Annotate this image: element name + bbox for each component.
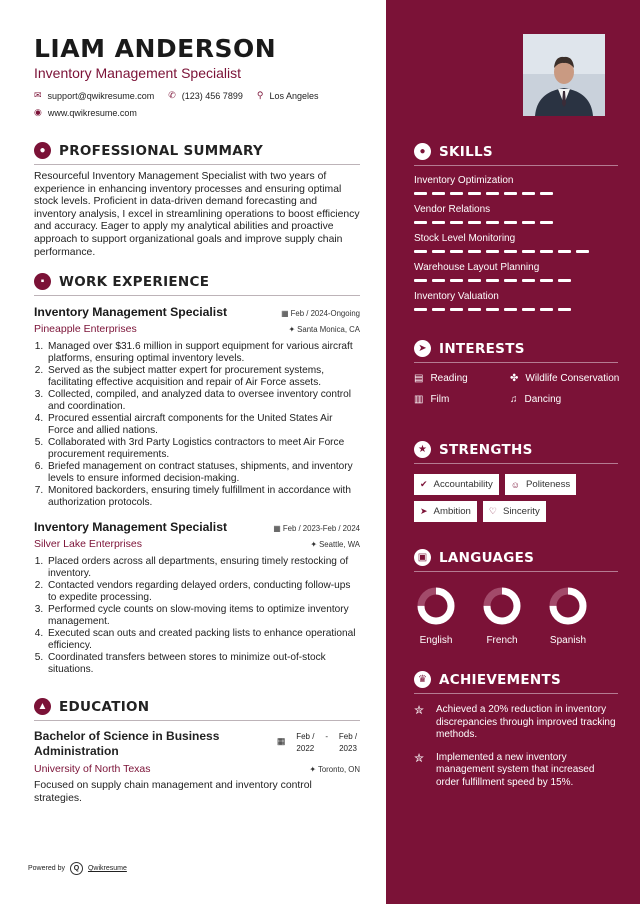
bullet-item: 3. Performed cycle counts on slow-moving items to optimize inventory management. (46, 604, 360, 628)
experience-title: WORK EXPERIENCE (59, 273, 210, 290)
education-title: EDUCATION (59, 698, 150, 715)
skill-dash (468, 192, 481, 195)
star-icon: ★ (414, 441, 431, 458)
location-pin-icon: ⚲ (256, 90, 264, 100)
interests-section (414, 340, 618, 406)
rocket-icon: ➤ (420, 506, 428, 516)
skill-dash (486, 192, 499, 195)
experience-section (34, 273, 360, 676)
language-ring (548, 586, 588, 626)
skill-dash (432, 192, 445, 195)
interests-title: INTERESTS (439, 340, 525, 357)
candidate-role: Inventory Management Specialist (34, 65, 241, 81)
skill-dash (540, 279, 553, 282)
bullet-item: 5. Coordinated transfers between stores to minimize out-of-stock situations. (46, 652, 360, 676)
skill-dash (432, 308, 445, 311)
candidate-name: LIAM ANDERSON (34, 34, 277, 63)
skill-level-bar (414, 192, 618, 195)
skill-level-bar (414, 250, 618, 253)
star-badge-icon: ✮ (414, 703, 425, 717)
skill-dash (522, 221, 535, 224)
smile-icon: ☺ (510, 479, 520, 490)
skill-dash (468, 250, 481, 253)
skill-dash (468, 279, 481, 282)
languages-title: LANGUAGES (439, 549, 535, 566)
skill-level-bar (414, 221, 618, 224)
education-description: Focused on supply chain management and inventory control strategies. (34, 780, 312, 804)
skill-dash (558, 308, 571, 311)
skill-dash (504, 221, 517, 224)
skill-level-bar (414, 279, 618, 282)
summary-section (34, 142, 360, 259)
calendar-icon: ▦ (281, 309, 291, 319)
language-name: French (486, 635, 518, 646)
job-location: Seattle, WA (319, 539, 360, 549)
music-note-icon: ♫ (510, 394, 518, 405)
education-section (34, 698, 360, 805)
interest-item: Reading (430, 373, 468, 384)
powered-by-label: Powered by (28, 865, 65, 872)
strengths-section (414, 441, 618, 522)
language-item (546, 586, 590, 646)
skills-header (414, 143, 618, 166)
job-bullets (34, 556, 360, 676)
email-text[interactable]: support@qwikresume.com (47, 90, 155, 101)
skill-dash (486, 221, 499, 224)
skill-dash (432, 221, 445, 224)
graduation-cap-icon: ▲ (34, 698, 51, 715)
skill-dash (450, 192, 463, 195)
profile-photo (523, 34, 605, 116)
languages-section (414, 549, 618, 646)
skill-dash (414, 279, 427, 282)
company-name: Pineapple Enterprises (34, 323, 137, 336)
bullet-item: 6. Briefed management on contract statuses, shipments, and inventory levels to ensure informed decision-making. (46, 461, 360, 485)
strength-tag: ☺ Politeness (505, 474, 576, 495)
location-text: Los Angeles (269, 90, 319, 101)
strengths-list (414, 474, 618, 522)
bullet-item: 7. Monitored backorders, ensuring timely fulfillment in accordance with authorization protocols. (46, 485, 360, 509)
interests-list (414, 372, 618, 406)
skill-dash (414, 250, 427, 253)
skill-dash (450, 250, 463, 253)
skill-name: Stock Level Monitoring (414, 233, 516, 244)
globe-icon: ◉ (34, 107, 42, 117)
job-date: Feb / 2023-Feb / 2024 (282, 524, 360, 534)
lightbulb-icon: ● (414, 143, 431, 160)
achievement-item: ✮ Implemented a new inventory management system that increased order fulfillment speed by 15%. (414, 750, 595, 788)
summary-title: PROFESSIONAL SUMMARY (59, 142, 264, 159)
language-item (480, 586, 524, 646)
job-location: Santa Monica, CA (297, 324, 360, 334)
strength-tag: ✔ Accountability (414, 474, 499, 495)
education-header (34, 698, 360, 721)
qwikresume-logo-icon: Q (70, 862, 83, 875)
bullet-item: 4. Procured essential aircraft components for the United States Air Force and allied nations. (46, 413, 360, 437)
skill-dash (468, 308, 481, 311)
language-ring (416, 586, 456, 626)
briefcase-icon: ▪ (34, 273, 51, 290)
skills-section (414, 143, 618, 311)
skill-dash (504, 192, 517, 195)
edu-location: Toronto, ON (317, 764, 360, 774)
skill-dash (468, 221, 481, 224)
skill-dash (522, 308, 535, 311)
achievements-header (414, 671, 618, 694)
skills-list (414, 175, 618, 311)
heart-icon: ♡ (488, 506, 497, 516)
language-name: English (419, 635, 453, 646)
skill-name: Vendor Relations (414, 204, 491, 215)
interests-header (414, 340, 618, 363)
experience-header (34, 273, 360, 296)
edu-end-date: Feb / 2023 (338, 732, 358, 754)
skill-dash (486, 308, 499, 311)
achievements-title: ACHIEVEMENTS (439, 671, 562, 688)
skill-dash (450, 308, 463, 311)
bullet-item: 3. Collected, compiled, and analyzed data to oversee inventory control and coordination. (46, 389, 360, 413)
language-icon: ▣ (414, 549, 431, 566)
strengths-header (414, 441, 618, 464)
bullet-item: 2. Served as the subject matter expert for procurement systems, facilitating effective acquisition and repair of Air Force assets. (46, 365, 360, 389)
language-ring (482, 586, 522, 626)
bullet-item: 4. Executed scan outs and created packing lists to enhance operational efficiency. (46, 628, 360, 652)
skill-dash (450, 279, 463, 282)
job-title: Inventory Management Specialist (34, 520, 228, 535)
trophy-icon: ♛ (414, 671, 431, 688)
skill-dash (576, 250, 589, 253)
calendar-icon: ▦ (273, 524, 283, 534)
skill-dash (486, 279, 499, 282)
bullet-item: 1. Placed orders across all departments, ensuring timely restocking of inventory. (46, 556, 360, 580)
strength-tag: ➤ Ambition (414, 501, 477, 522)
interest-item: Wildlife Conservation (525, 373, 620, 384)
job-entry (34, 520, 360, 676)
skill-dash (432, 279, 445, 282)
skills-title: SKILLS (439, 143, 493, 160)
skill-dash (522, 250, 535, 253)
website-link[interactable]: www.qwikresume.com (47, 107, 137, 118)
skill-dash (540, 250, 553, 253)
skill-dash (522, 279, 535, 282)
skill-dash (558, 250, 571, 253)
achievement-item: ✮ Achieved a 20% reduction in inventory discrepancies through improved tracking methods. (414, 703, 616, 741)
phone-text: (123) 456 7899 (181, 90, 243, 101)
skill-dash (540, 308, 553, 311)
skill-dash (522, 192, 535, 195)
language-name: Spanish (549, 635, 587, 646)
skill-dash (486, 250, 499, 253)
summary-header (34, 142, 360, 165)
contact-line (34, 90, 360, 101)
bullet-item: 2. Contacted vendors regarding delayed orders, conducting follow-ups to expedite processing. (46, 580, 360, 604)
pin-icon: ✦ (309, 764, 318, 774)
skill-name: Warehouse Layout Planning (414, 262, 540, 273)
degree-title: Bachelor of Science in Business Administration (34, 729, 220, 759)
skill-dash (540, 192, 553, 195)
star-badge-icon: ✮ (414, 750, 425, 765)
languages-header (414, 549, 618, 572)
bullet-item: 5. Collaborated with 3rd Party Logistics contractors to meet Air Force procurement requirements. (46, 437, 360, 461)
edu-start-date: Feb / 2022 (296, 732, 315, 754)
calendar-icon: ▦ (276, 736, 286, 747)
date-separator: - (325, 732, 328, 742)
school-name: University of North Texas (34, 763, 151, 776)
job-title: Inventory Management Specialist (34, 305, 228, 320)
user-icon: ● (34, 142, 51, 159)
skill-dash (432, 250, 445, 253)
paw-icon: ✤ (510, 373, 519, 384)
skill-dash (414, 192, 427, 195)
interest-item: Film (430, 394, 450, 405)
job-entry (34, 305, 360, 509)
email-icon: ✉ (34, 90, 42, 100)
strengths-title: STRENGTHS (439, 441, 533, 458)
job-date: Feb / 2024-Ongoing (290, 309, 360, 319)
phone-icon: ✆ (168, 90, 176, 100)
skill-dash (558, 279, 571, 282)
skill-dash (540, 221, 553, 224)
book-icon: ▤ (414, 373, 424, 384)
language-item (414, 586, 458, 646)
skill-level-bar (414, 308, 618, 311)
skill-dash (414, 221, 427, 224)
interest-item: Dancing (524, 394, 562, 405)
skill-dash (504, 250, 517, 253)
summary-text: Resourceful Inventory Management Specialist with two years of experience in enhancing inventory processes and ensuring optimal stock levels. Proficient in data-driven demand forecasting and inventory analysis, I excel in streamlining operations to boost efficiency and accuracy. Eager to apply my analytical abilities and proactive approach to support organizational goals and improve supply chain performance. (34, 171, 360, 258)
skill-dash (504, 279, 517, 282)
languages-list (414, 586, 618, 646)
company-name: Silver Lake Enterprises (34, 538, 142, 551)
pin-icon: ✦ (288, 324, 298, 334)
rocket-icon: ➤ (414, 340, 431, 357)
brand-link[interactable]: Qwikresume (87, 865, 127, 872)
job-bullets (34, 341, 360, 509)
skill-name: Inventory Valuation (414, 291, 499, 302)
sidebar-column (386, 0, 640, 904)
powered-by (28, 862, 127, 875)
skill-dash (450, 221, 463, 224)
website-line (34, 107, 360, 118)
strength-tag: ♡ Sincerity (483, 501, 546, 522)
film-icon: ▥ (414, 394, 424, 405)
achievements-section (414, 671, 618, 790)
skill-name: Inventory Optimization (414, 175, 514, 186)
pin-icon: ✦ (310, 539, 320, 549)
bullet-item: 1. Managed over $31.6 million in support equipment for various aircraft platforms, ensuring optimal inventory levels. (46, 341, 360, 365)
skill-dash (504, 308, 517, 311)
skill-dash (414, 308, 427, 311)
check-circle-icon: ✔ (420, 479, 428, 489)
